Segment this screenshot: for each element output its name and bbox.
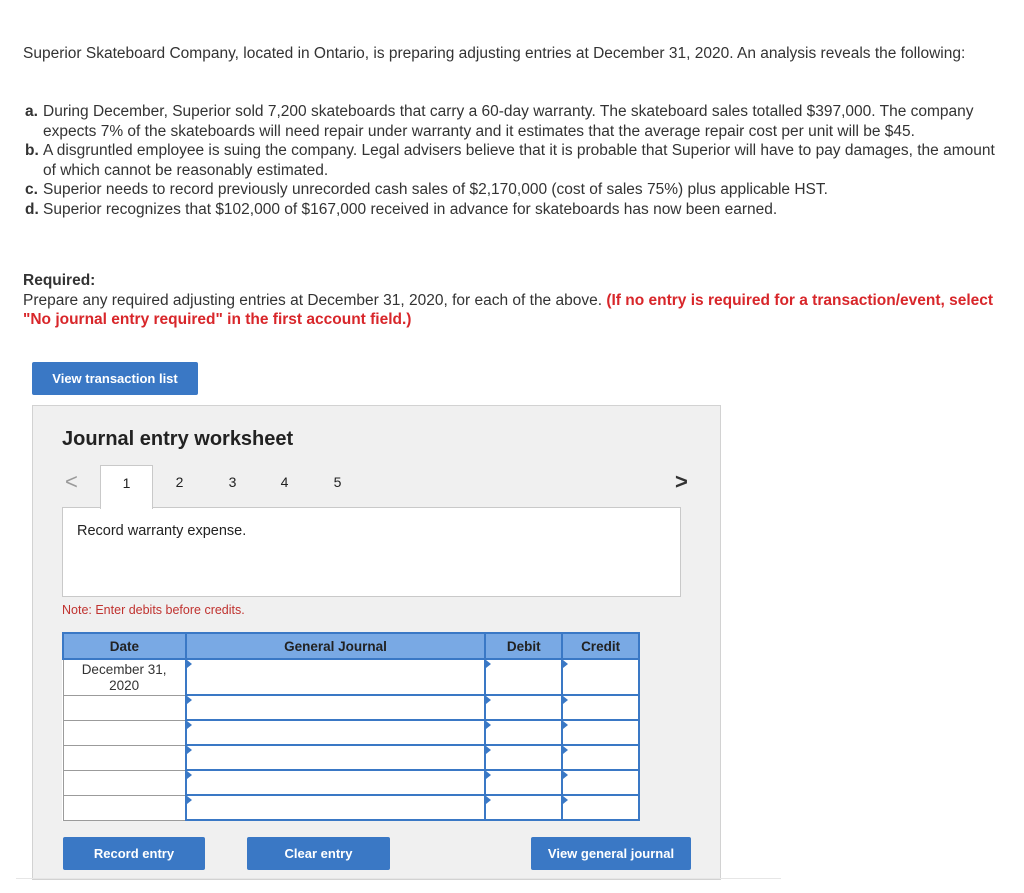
item-letter: d. [25, 200, 39, 218]
credit-column-header: Credit [562, 633, 639, 659]
credit-field[interactable] [562, 695, 639, 720]
item-letter: a. [25, 103, 38, 120]
date-cell [63, 659, 186, 695]
problem-intro: Superior Skateboard Company, located in Ontario, is preparing adjusting entries at December 31, 2020. An analysis reveals the following: [23, 45, 966, 62]
required-text: Prepare any required adjusting entries at December 31, 2020, for each of the above. [23, 291, 603, 309]
dropdown-caret-icon [187, 721, 192, 729]
dropdown-caret-icon [563, 660, 568, 668]
tab-4[interactable]: 4 [280, 474, 289, 490]
debit-field[interactable] [485, 745, 562, 770]
debit-field[interactable] [485, 659, 562, 695]
tab-2[interactable]: 2 [175, 474, 184, 490]
dropdown-caret-icon [486, 721, 491, 729]
item-letter: b. [25, 142, 39, 159]
dropdown-caret-icon [563, 771, 568, 779]
item-text: Superior recognizes that $102,000 of $167,000 received in advance for skateboards has now been earned. [43, 200, 778, 218]
dropdown-caret-icon [187, 746, 192, 754]
entry-note: Note: Enter debits before credits. [62, 603, 245, 617]
item-text: Superior needs to record previously unrecorded cash sales of $2,170,000 (cost of sales 75%) plus applicable HST. [43, 181, 828, 198]
debit-field[interactable] [485, 795, 562, 820]
record-entry-button[interactable]: Record entry [63, 837, 205, 870]
tab-5[interactable]: 5 [333, 474, 342, 490]
item-text: A disgruntled employee is suing the company. Legal advisers believe that it is probable that Superior will have to pay damages, the amount of which cannot be reasonably estimated. [43, 142, 995, 179]
dropdown-caret-icon [563, 746, 568, 754]
date-cell [63, 745, 186, 770]
debit-field[interactable] [485, 695, 562, 720]
view-general-journal-button[interactable]: View general journal [531, 837, 691, 870]
dropdown-caret-icon [187, 660, 192, 668]
account-field[interactable] [186, 770, 486, 795]
chevron-left-icon[interactable]: < [65, 469, 78, 494]
transaction-description [62, 507, 681, 597]
required-instruction: (If no entry is required for a transaction/event, select "No journal entry required" in the first account field.) [23, 291, 994, 328]
dropdown-caret-icon [486, 796, 491, 804]
debit-column-header: Debit [485, 633, 562, 659]
credit-field[interactable] [562, 795, 639, 820]
credit-field[interactable] [562, 720, 639, 745]
account-field[interactable] [186, 695, 486, 720]
description-text: Record warranty expense. [77, 523, 247, 539]
divider [16, 878, 781, 879]
date-column-header: Date [63, 633, 186, 659]
item-text: During December, Superior sold 7,200 skateboards that carry a 60-day warranty. The skateboard sales totalled $397,000. The company expects 7% of the skateboards will need repair under warranty and it estimates that the average repair cost per unit will be $45. [43, 103, 974, 140]
dropdown-caret-icon [486, 660, 491, 668]
date-cell [63, 770, 186, 795]
date-cell [63, 795, 186, 820]
date-cell [63, 695, 186, 720]
journal-table [62, 632, 640, 821]
dropdown-caret-icon [486, 771, 491, 779]
date-line-1: December 31, [81, 662, 167, 677]
tab-1[interactable]: 1 [100, 465, 153, 509]
dropdown-caret-icon [187, 696, 192, 704]
account-field[interactable] [186, 795, 486, 820]
worksheet-title: Journal entry worksheet [62, 428, 294, 450]
required-heading: Required: [23, 272, 96, 289]
item-b [23, 141, 998, 180]
general-journal-column-header: General Journal [186, 633, 486, 659]
credit-field[interactable] [562, 745, 639, 770]
clear-entry-button[interactable]: Clear entry [247, 837, 390, 870]
journal-entry-worksheet [32, 405, 721, 880]
chevron-right-icon[interactable]: > [675, 469, 688, 494]
item-a [23, 102, 998, 141]
credit-field[interactable] [562, 659, 639, 695]
dropdown-caret-icon [563, 696, 568, 704]
required-section [23, 271, 998, 330]
tab-3[interactable]: 3 [228, 474, 237, 490]
credit-field[interactable] [562, 770, 639, 795]
item-d [23, 200, 998, 220]
date-cell [63, 720, 186, 745]
account-field[interactable] [186, 745, 486, 770]
item-c [23, 180, 998, 200]
debit-field[interactable] [485, 720, 562, 745]
table-row [63, 720, 639, 745]
table-row [63, 795, 639, 820]
account-field[interactable] [186, 720, 486, 745]
table-row [63, 695, 639, 720]
dropdown-caret-icon [187, 771, 192, 779]
date-line-2: 2020 [109, 678, 140, 693]
problem-items [23, 102, 998, 219]
dropdown-caret-icon [187, 796, 192, 804]
dropdown-caret-icon [563, 796, 568, 804]
dropdown-caret-icon [486, 746, 491, 754]
dropdown-caret-icon [486, 696, 491, 704]
debit-field[interactable] [485, 770, 562, 795]
table-row [63, 659, 639, 695]
account-field[interactable] [186, 659, 486, 695]
dropdown-caret-icon [563, 721, 568, 729]
table-row [63, 745, 639, 770]
item-letter: c. [25, 181, 38, 198]
view-transaction-list-button[interactable]: View transaction list [32, 362, 198, 395]
table-row [63, 770, 639, 795]
